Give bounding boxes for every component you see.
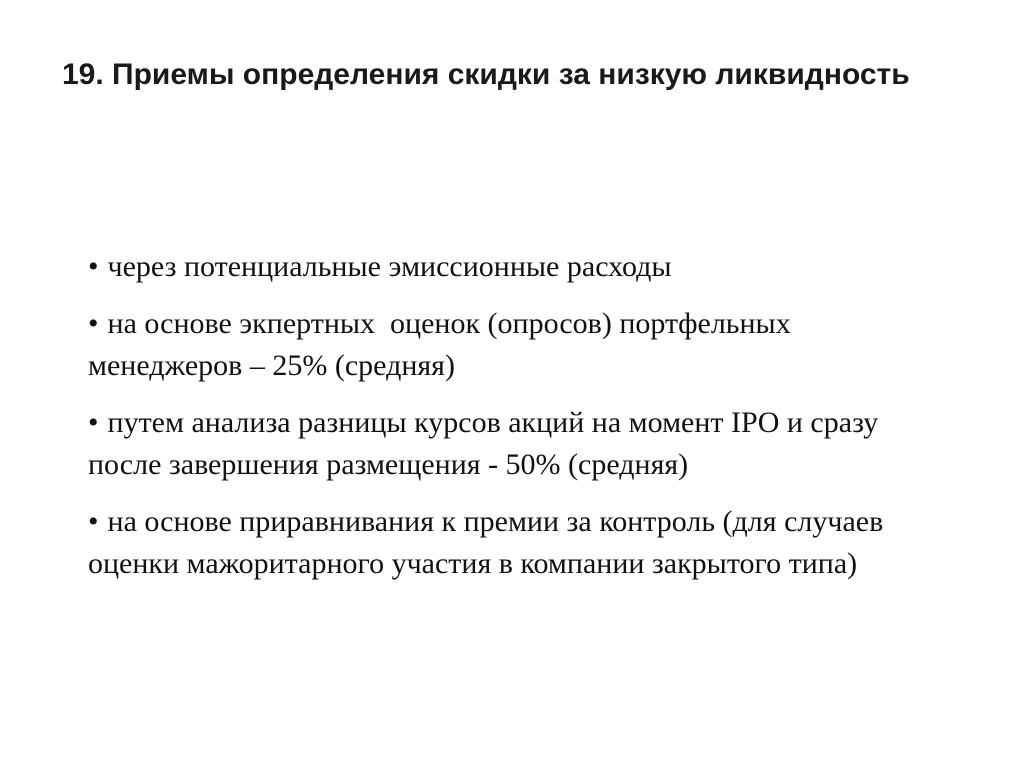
bullet-text: на основе приравнивания к премии за контроль (для случаев оценки мажоритарного участия в компании закрытого типа) <box>88 505 884 580</box>
bullet-text: путем анализа разницы курсов акций на момент IPO и сразу после завершения размещения - 50% (средняя) <box>88 406 879 481</box>
bullet-list <box>88 246 928 600</box>
bullet-marker: • <box>88 250 99 283</box>
list-item <box>88 501 928 585</box>
bullet-marker: • <box>88 505 99 538</box>
list-item <box>88 246 928 288</box>
bullet-marker: • <box>88 307 99 340</box>
list-item <box>88 303 928 387</box>
bullet-text: через потенциальные эмиссионные расходы <box>107 250 672 283</box>
list-item <box>88 402 928 486</box>
bullet-marker: • <box>88 406 99 439</box>
slide-title: 19. Приемы определения скидки за низкую ликвидность <box>62 58 910 91</box>
bullet-text: на основе экпертных оценок (опросов) портфельных менеджеров – 25% (средняя) <box>88 307 799 382</box>
